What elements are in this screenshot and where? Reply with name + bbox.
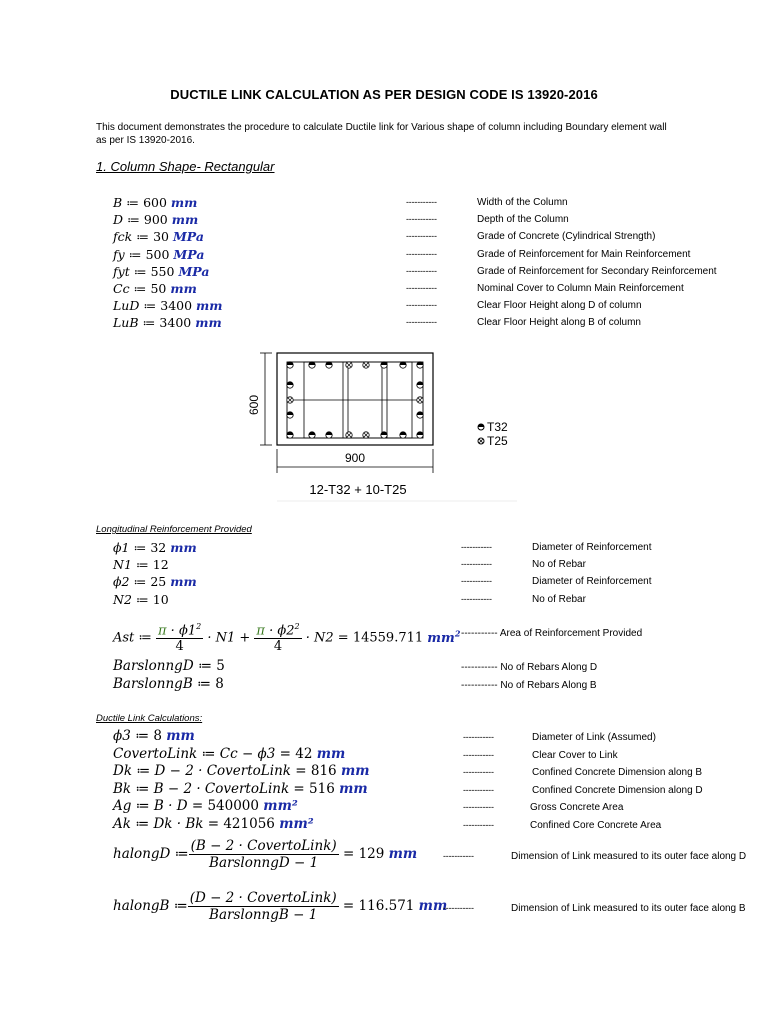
input-value: 550 [150,263,175,279]
halong-equation: halongD ≔ $\frac{\text{(B − 2 · CovertoLink)}}{\text{BarslonngD − 1}}$ = 129 mm [113,838,418,871]
input-symbol: B [113,195,123,210]
input-equation: B ≔ 600 mm [113,195,198,210]
ductile-value: 816 [310,763,337,779]
ductile-description: Diameter of Link (Assumed) [532,732,656,743]
input-row [0,281,768,298]
input-row [0,212,768,229]
halong-description: Dimension of Link measured to its outer face along D [511,851,747,862]
ductile-description: Confined Concrete Dimension along B [532,767,703,778]
ast-description: ----------- Area of Reinforcement Provided [461,628,643,639]
ast-pi-1: π [158,623,167,639]
document-title: DUCTILE LINK CALCULATION AS PER DESIGN CODE IS 13920-2016 [170,87,598,102]
input-dashes: ----------- [406,231,437,242]
halong-equation: halongB ≔ $\frac{\text{(D − 2 · CovertoLink)}}{\text{BarslonngB − 1}}$ = 116.571 mm [113,890,448,923]
longitudinal-equation: N1 ≔ 12 [113,557,169,573]
longitudinal-value: 10 [152,591,169,607]
ductile-equation [113,781,368,797]
halong-description: Dimension of Link measured to its outer face along B [511,903,746,914]
ductile-dashes: ----------- [463,784,494,795]
halong-lhs: halongD ≔ [113,846,189,862]
bars-value: 8 [215,676,224,692]
ductile-expression: Bk ≔ B − 2 · CovertoLink = [113,780,310,797]
ductile-heading: Ductile Link Calculations: [96,713,203,724]
input-dashes: ----------- [406,197,437,207]
intro-paragraph: This document demonstrates the procedure to calculate Ductile link for Various shape of column including Boundary element wall as per IS 13920-2016. [96,122,667,146]
halong-unit: mm [388,846,418,862]
longitudinal-row [0,592,768,609]
input-value: 30 [153,229,169,245]
input-symbol: Cc [113,281,130,296]
ductile-unit: mm [340,763,370,779]
longitudinal-equation: ϕ1 ≔ 32 mm [113,540,197,555]
ductile-expression: Ag ≔ B · D = [113,798,208,814]
ast-fraction-2: $\frac{\pi \cdot \phi 2^2}{4}$ [256,622,300,655]
ductile-value: 42 [295,745,313,762]
ast-multiplier-1: N1 [215,630,236,646]
longitudinal-value: 32 [150,540,167,555]
input-value: 900 [143,212,168,228]
halong-dashes: ----------- [443,851,474,861]
longitudinal-row [0,574,768,591]
input-unit: MPa [172,229,204,245]
ast-den-1: 4 [175,639,184,655]
ast-term1-num: ϕ1 [178,623,197,639]
input-equation: fck ≔ 30 MPa [113,229,204,245]
input-description: Width of the Column [477,197,568,208]
bars-equation: BarslonngD ≔ 5 [113,658,225,674]
input-value: 500 [145,246,170,262]
ductile-expression: Dk ≔ D − 2 · CovertoLink = [113,763,311,779]
input-symbol: LuB [113,315,139,331]
ductile-dashes: ----------- [463,802,494,812]
longitudinal-row [0,540,768,557]
input-symbol: fyt [113,263,130,279]
bars-value: 5 [216,658,225,674]
halong-denominator: BarslonngB − 1 [209,907,318,923]
input-description: Grade of Reinforcement for Secondary Reinforcement [477,265,717,277]
halong-row [0,838,768,878]
figure-caption: 12-T32 + 10-T25 [309,482,407,497]
ductile-value: 8 [153,728,162,744]
input-unit: MPa [178,263,210,279]
ductile-equation [113,728,195,744]
ductile-unit: mm [339,780,368,797]
ductile-unit: mm² [263,798,298,814]
input-dashes: ----------- [406,248,437,259]
input-row [0,264,768,281]
longitudinal-heading: Longitudinal Reinforcement Provided [96,524,252,535]
input-description: Grade of Reinforcement for Main Reinforcement [477,248,691,260]
halong-fraction [188,890,339,923]
ast-term2-num: ϕ2 [277,623,295,639]
input-dashes: ----------- [406,283,437,293]
longitudinal-dashes: ----------- [461,576,492,587]
input-description: Clear Floor Height along D of column [477,300,642,312]
longitudinal-description: Diameter of Reinforcement [532,576,652,588]
halong-value: 116.571 [358,898,415,914]
ductile-row [0,816,768,833]
ast-result: 14559.711 [352,630,424,646]
halong-value: 129 [358,846,385,862]
input-dashes: ----------- [406,317,437,328]
ductile-row [0,798,768,815]
ast-fraction-1: $\frac{\pi \cdot \phi 1^2}{4}$ [158,622,202,655]
ductile-dashes: ----------- [463,749,494,760]
input-equation: fyt ≔ 550 MPa [113,263,210,279]
input-description: Depth of the Column [477,214,569,226]
ast-row [0,618,768,655]
input-unit: mm [170,195,198,210]
bars-description: ----------- No of Rebars Along B [461,680,597,691]
ductile-row [0,781,768,798]
input-equation: LuB ≔ 3400 mm [113,315,222,331]
longitudinal-dashes: ----------- [461,593,492,604]
longitudinal-dashes: ----------- [461,542,492,552]
input-value: 3400 [159,315,192,331]
ductile-equation [113,816,314,832]
longitudinal-equation: N2 ≔ 10 [113,591,169,607]
input-row [0,298,768,315]
halong-lhs: halongB ≔ [113,898,188,914]
halong-fraction [189,838,339,871]
ductile-unit: mm [316,745,346,762]
longitudinal-symbol: N1 [113,557,132,573]
longitudinal-dashes: ----------- [461,559,492,570]
column-outline [277,353,433,445]
input-dashes: ----------- [406,300,437,311]
input-unit: mm [195,315,222,331]
halong-numerator: (B − 2 · CovertoLink) [190,838,337,854]
longitudinal-value: 12 [152,557,169,573]
input-unit: mm [196,298,223,314]
ductile-unit: mm [166,728,195,744]
ductile-dashes: ----------- [463,732,494,742]
ast-unit: $mm^2$ [427,628,461,646]
ductile-expression: Ak ≔ Dk · Bk = [113,815,224,832]
bars-symbol: BarslonngB [113,676,193,692]
longitudinal-value: 25 [150,574,167,590]
input-symbol: fy [113,246,125,262]
halong-dashes: ----------- [443,903,474,913]
input-value: 600 [143,195,167,210]
ductile-value: 516 [309,780,335,797]
ductile-description: Clear Cover to Link [532,749,618,761]
ductile-row [0,746,768,763]
input-equation: D ≔ 900 mm [113,212,199,228]
longitudinal-equation: ϕ2 ≔ 25 mm [113,574,197,590]
halong-numerator: (D − 2 · CovertoLink) [189,890,337,906]
halong-denominator: BarslonngD − 1 [209,855,319,871]
input-equation: LuD ≔ 3400 mm [113,298,223,314]
ductile-value: 421056 [223,815,275,832]
input-value: 50 [150,281,167,296]
ast-lhs: Ast [113,630,135,646]
input-dashes: ----------- [406,265,437,276]
input-symbol: fck [113,229,133,245]
longitudinal-description: No of Rebar [532,593,586,605]
input-description: Nominal Cover to Column Main Reinforcement [477,283,684,294]
ductile-expression: CovertoLink ≔ Cc − ϕ3 = [113,745,296,762]
dimension-side [260,353,272,445]
input-dashes: ----------- [406,214,437,225]
ductile-equation [113,798,298,814]
ductile-description: Confined Concrete Dimension along D [532,784,703,796]
bars-row [0,676,768,693]
ductile-equation [113,763,370,779]
input-unit: mm [171,212,199,228]
halong-unit: mm [418,898,448,914]
ductile-description: Confined Core Concrete Area [530,819,662,831]
column-section-diagram [232,345,522,505]
section-heading-rectangular: 1. Column Shape- Rectangular [96,159,275,174]
input-equation: fy ≔ 500 MPa [113,246,205,262]
input-value: 3400 [160,298,193,314]
legend-t32-label: T32 [487,420,508,434]
ast-equation: Ast ≔ $\frac{\pi \cdot \phi 1^2}{4}$ · N1 + $\frac{\pi \cdot \phi 2^2}{4}$ · N2 = 14559.711 $mm^2$ [113,622,461,655]
legend-t25-label: T25 [487,434,508,448]
input-row [0,229,768,246]
longitudinal-unit: mm [170,574,197,590]
input-equation: Cc ≔ 50 mm [113,281,197,296]
ductile-description: Gross Concrete Area [530,802,624,813]
halong-row [0,890,768,930]
bars-description: ----------- No of Rebars Along D [461,662,598,673]
ductile-dashes: ----------- [463,767,494,777]
input-row [0,195,768,212]
longitudinal-symbol: N2 [113,591,132,607]
bars-row [0,658,768,675]
column-section-figure [232,345,522,505]
bars-symbol: BarslonngD [113,658,194,674]
ductile-unit: mm² [279,815,314,832]
longitudinal-symbol: ϕ1 [113,540,130,555]
input-row [0,315,768,332]
ductile-row [0,728,768,745]
longitudinal-row [0,557,768,574]
ductile-dashes: ----------- [463,819,494,830]
input-description: Clear Floor Height along B of column [477,317,641,329]
longitudinal-symbol: ϕ2 [113,574,130,590]
input-symbol: D [113,212,124,228]
ast-den-2: 4 [273,639,283,655]
input-symbol: LuD [113,298,140,314]
ast-multiplier-2: N2 [314,630,334,646]
ast-pi-2: π [256,623,265,639]
inner-ties [287,362,423,438]
input-row [0,247,768,264]
input-description: Grade of Concrete (Cylindrical Strength) [477,231,656,243]
input-unit: mm [170,281,197,296]
longitudinal-description: No of Rebar [532,559,586,571]
longitudinal-description: Diameter of Reinforcement [532,542,652,553]
ductile-row [0,763,768,780]
longitudinal-unit: mm [170,540,197,555]
ductile-value: 540000 [207,798,259,814]
dimension-side-label: 600 [247,394,261,416]
dimension-bottom-label: 900 [344,451,366,465]
ductile-equation [113,746,345,762]
bars-equation: BarslonngB ≔ 8 [113,676,224,692]
ductile-expression: ϕ3 ≔ [113,728,154,744]
input-unit: MPa [173,246,205,262]
